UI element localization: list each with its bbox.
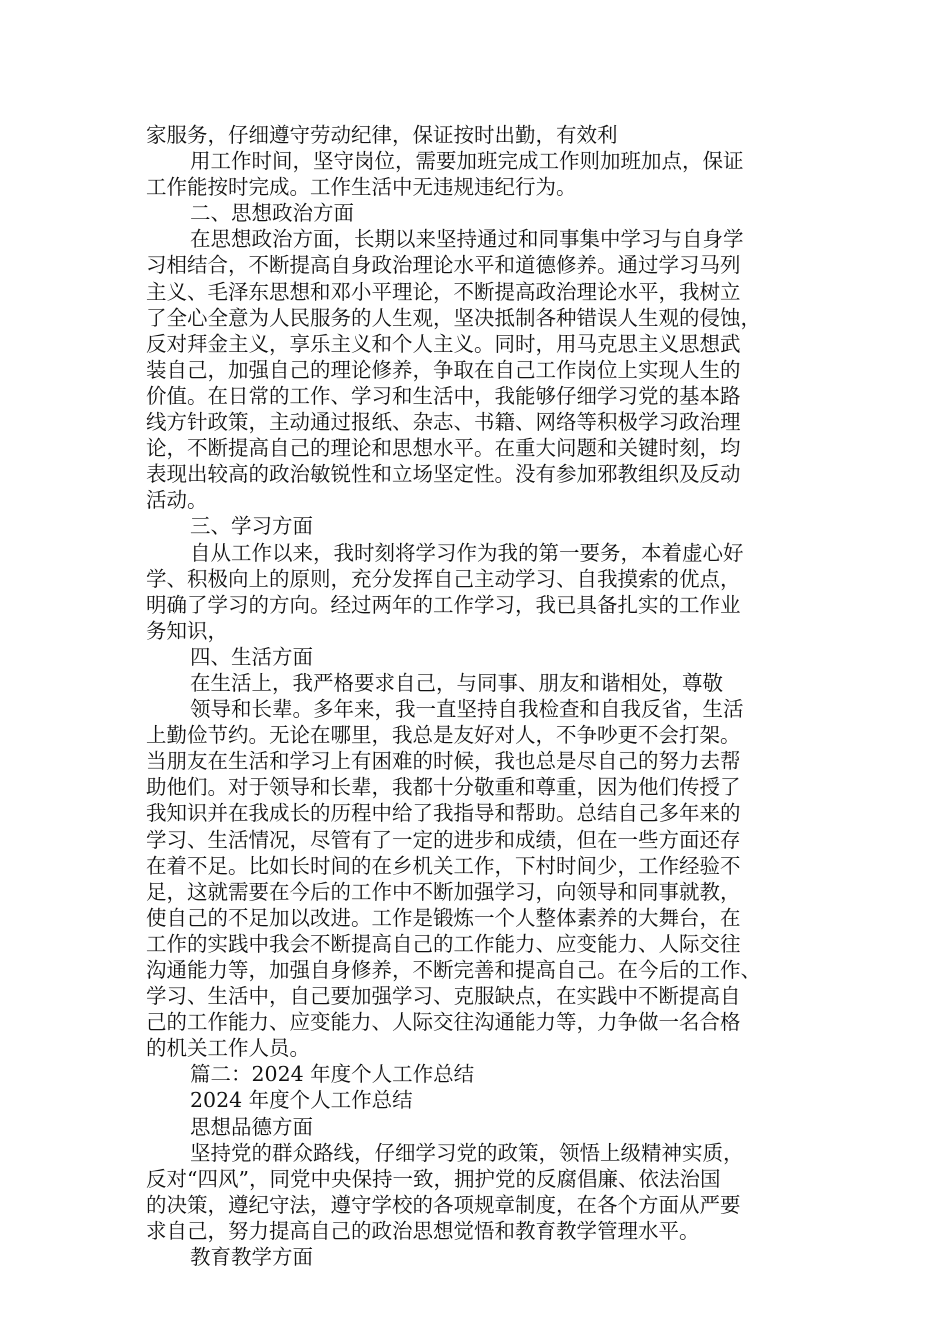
text-line: 主义、毛泽东思想和邓小平理论，不断提高政治理论水平，我树立 <box>146 279 741 304</box>
text-line: 在生活上，我严格要求自己，与同事、朋友和谐相处，尊敬 <box>190 670 723 695</box>
text-line: 领导和长辈。多年来，我一直坚持自我检查和自我反省，生活 <box>190 697 744 722</box>
document-body <box>146 122 836 1270</box>
text-line: 篇二：2024 年度个人工作总结 <box>190 1062 475 1087</box>
text-line: 工作能按时完成。工作生活中无违规违纪行为。 <box>146 175 577 200</box>
text-line: 工作的实践中我会不断提高自己的工作能力、应变能力、人际交往 <box>146 931 741 956</box>
text-line: 线方针政策，主动通过报纸、杂志、书籍、网络等积极学习政治理 <box>146 410 741 435</box>
text-line: 思想品德方面 <box>190 1114 313 1139</box>
text-line: 求自己，努力提高自己的政治思想觉悟和教育教学管理水平。 <box>146 1218 700 1243</box>
text-line: 在思想政治方面，长期以来坚持通过和同事集中学习与自身学 <box>190 227 744 252</box>
text-line: 助他们。对于领导和长辈，我都十分敬重和尊重，因为他们传授了 <box>146 775 741 800</box>
text-line: 论，不断提高自己的理论和思想水平。在重大问题和关键时刻，均 <box>146 436 741 461</box>
text-line: 价值。在日常的工作、学习和生活中，我能够仔细学习党的基本路 <box>146 383 741 408</box>
text-line: 的机关工作人员。 <box>146 1036 310 1061</box>
text-line: 学、积极向上的原则，充分发挥自己主动学习、自我摸索的优点， <box>146 566 741 591</box>
text-line: 反对拜金主义，享乐主义和个人主义。同时，用马克思主义思想武 <box>146 331 741 356</box>
text-line: 上勤俭节约。无论在哪里，我总是友好对人，不争吵更不会打架。 <box>146 723 741 748</box>
text-line: 使自己的不足加以改进。工作是锻炼一个人整体素养的大舞台，在 <box>146 905 741 930</box>
text-line: 学习、生活情况，尽管有了一定的进步和成绩，但在一些方面还存 <box>146 827 741 852</box>
text-line: 在着不足。比如长时间的在乡机关工作，下村时间少，工作经验不 <box>146 853 741 878</box>
text-line: 二、思想政治方面 <box>190 201 354 226</box>
text-line: 足，这就需要在今后的工作中不断加强学习，向领导和同事就教， <box>146 879 741 904</box>
text-line: 习相结合，不断提高自身政治理论水平和道德修养。通过学习马列 <box>146 253 741 278</box>
text-line: 的决策，遵纪守法，遵守学校的各项规章制度，在各个方面从严要 <box>146 1192 741 1217</box>
text-line: 了全心全意为人民服务的人生观，坚决抵制各种错误人生观的侵蚀， <box>146 305 761 330</box>
text-line: 反对“四风”，同党中央保持一致，拥护党的反腐倡廉、依法治国 <box>146 1166 721 1191</box>
text-line: 教育教学方面 <box>190 1245 313 1270</box>
text-line: 己的工作能力、应变能力、人际交往沟通能力等，力争做一名合格 <box>146 1010 741 1035</box>
text-line: 三、学习方面 <box>190 514 313 539</box>
text-line: 家服务，仔细遵守劳动纪律，保证按时出勤，有效利 <box>146 123 618 147</box>
text-line: 装自己，加强自己的理论修养，争取在自己工作岗位上实现人生的 <box>146 357 741 382</box>
text-line: 表现出较高的政治敏锐性和立场坚定性。没有参加邪教组织及反动 <box>146 462 741 487</box>
text-line: 当朋友在生活和学习上有困难的时候，我也总是尽自己的努力去帮 <box>146 749 741 774</box>
text-line: 明确了学习的方向。经过两年的工作学习，我已具备扎实的工作业 <box>146 592 741 617</box>
text-line: 2024 年度个人工作总结 <box>190 1088 413 1113</box>
text-line: 用工作时间，坚守岗位，需要加班完成工作则加班加点，保证 <box>190 149 744 174</box>
text-line: 活动。 <box>146 488 208 513</box>
text-line: 四、生活方面 <box>190 644 313 669</box>
text-line: 我知识并在我成长的历程中给了我指导和帮助。总结自己多年来的 <box>146 801 741 826</box>
text-line: 学习、生活中，自己要加强学习、克服缺点，在实践中不断提高自 <box>146 984 741 1009</box>
text-line: 坚持党的群众路线，仔细学习党的政策，领悟上级精神实质， <box>190 1140 744 1165</box>
text-line: 沟通能力等，加强自身修养，不断完善和提高自己。在今后的工作、 <box>146 958 761 982</box>
text-line: 务知识， <box>146 618 228 643</box>
text-line: 自从工作以来，我时刻将学习作为我的第一要务，本着虚心好 <box>190 540 744 565</box>
